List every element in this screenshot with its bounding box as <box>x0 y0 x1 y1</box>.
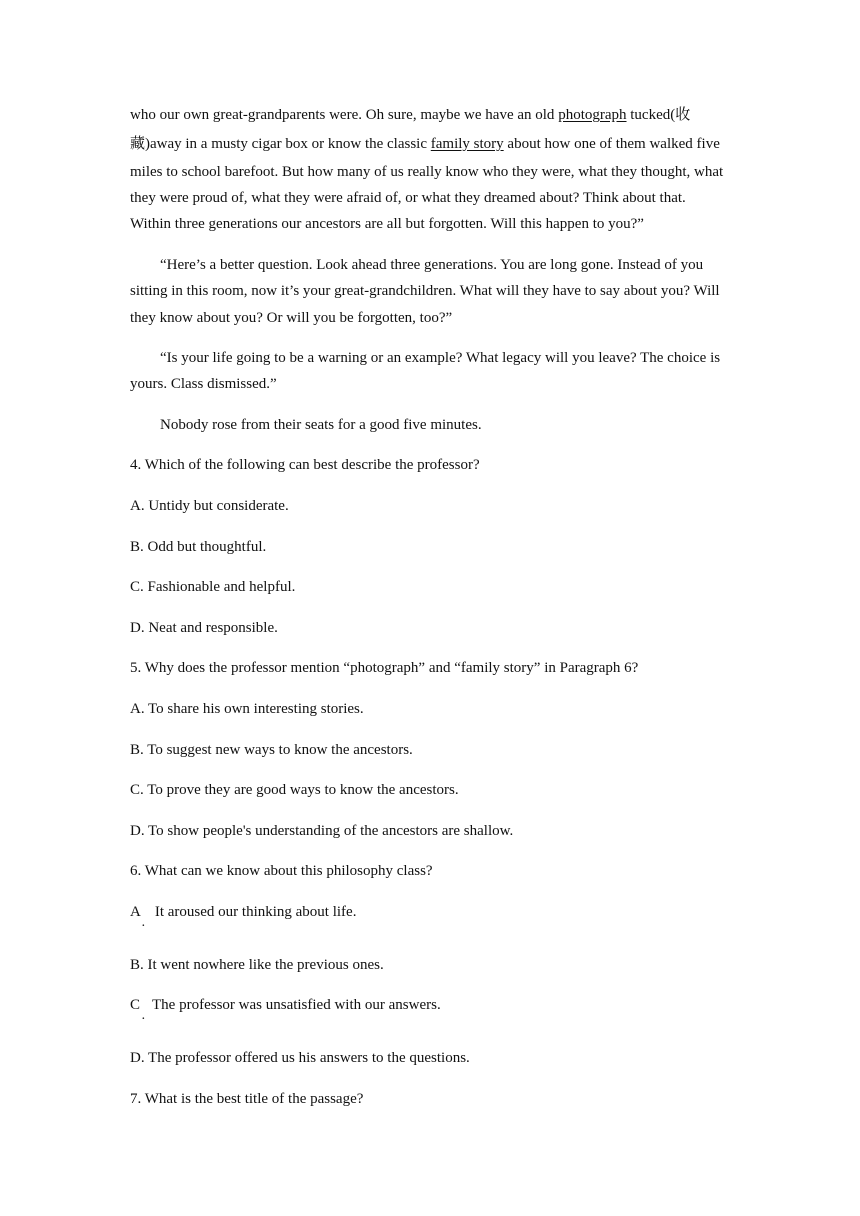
question-4: 4. Which of the following can best describe the professor? <box>130 457 480 473</box>
option-4d: D. Neat and responsible. <box>130 620 278 636</box>
option-6a <box>130 903 356 921</box>
passage-line: Within three generations our ancestors are all but forgotten. Will this happen to you?” <box>130 216 644 232</box>
text-run: who our own great-grandparents were. Oh sure, maybe we have an old <box>130 107 559 123</box>
passage-line: “Is your life going to be a warning or an example? What legacy will you leave? The choice is <box>160 350 721 366</box>
question-5: 5. Why does the professor mention “photograph” and “family story” in Paragraph 6? <box>130 660 639 676</box>
underlined-term-family-story: family story <box>430 136 504 152</box>
option-5b: B. To suggest new ways to know the ancestors. <box>130 742 413 758</box>
passage-line: sitting in this room, now it’s your great-grandchildren. What will they have to say about you? Will <box>130 283 720 299</box>
option-text: The professor was unsatisfied with our answers. <box>152 997 441 1013</box>
option-5a: A. To share his own interesting stories. <box>130 701 364 717</box>
option-6d: D. The professor offered us his answers to the questions. <box>130 1050 470 1066</box>
option-4a: A. Untidy but considerate. <box>130 498 289 514</box>
dot-mark: · <box>141 919 146 934</box>
option-6b: B. It went nowhere like the previous ones. <box>130 957 384 973</box>
option-4b: B. Odd but thoughtful. <box>130 539 267 555</box>
question-6: 6. What can we know about this philosophy class? <box>130 863 433 879</box>
option-6c <box>130 996 441 1014</box>
passage-line: Nobody rose from their seats for a good five minutes. <box>160 417 482 433</box>
underlined-term-photograph: photograph <box>558 107 627 123</box>
option-5c: C. To prove they are good ways to know the ancestors. <box>130 782 459 798</box>
passage-line: miles to school barefoot. But how many of us really know who they were, what they thought, what <box>130 164 724 180</box>
passage-line <box>130 106 690 124</box>
passage-line: they were proud of, what they were afraid of, or what they dreamed about? Think about that. <box>130 190 686 206</box>
text-run: about how one of them walked five <box>503 136 720 152</box>
text-run: 藏)away in a musty cigar box or know the classic <box>130 136 431 152</box>
dot-mark: · <box>141 1012 146 1027</box>
option-4c: C. Fashionable and helpful. <box>130 579 296 595</box>
option-letter: A <box>130 904 141 920</box>
option-letter: C <box>130 997 141 1013</box>
passage-line <box>130 135 720 153</box>
option-text: It aroused our thinking about life. <box>154 904 357 920</box>
passage-line: “Here’s a better question. Look ahead three generations. You are long gone. Instead of you <box>160 257 704 273</box>
option-5d: D. To show people's understanding of the ancestors are shallow. <box>130 823 514 839</box>
question-7: 7. What is the best title of the passage? <box>130 1091 364 1107</box>
passage-line: they know about you? Or will you be forgotten, too?” <box>130 310 453 326</box>
text-run: tucked(收 <box>626 107 691 123</box>
passage-line: yours. Class dismissed.” <box>130 376 277 392</box>
